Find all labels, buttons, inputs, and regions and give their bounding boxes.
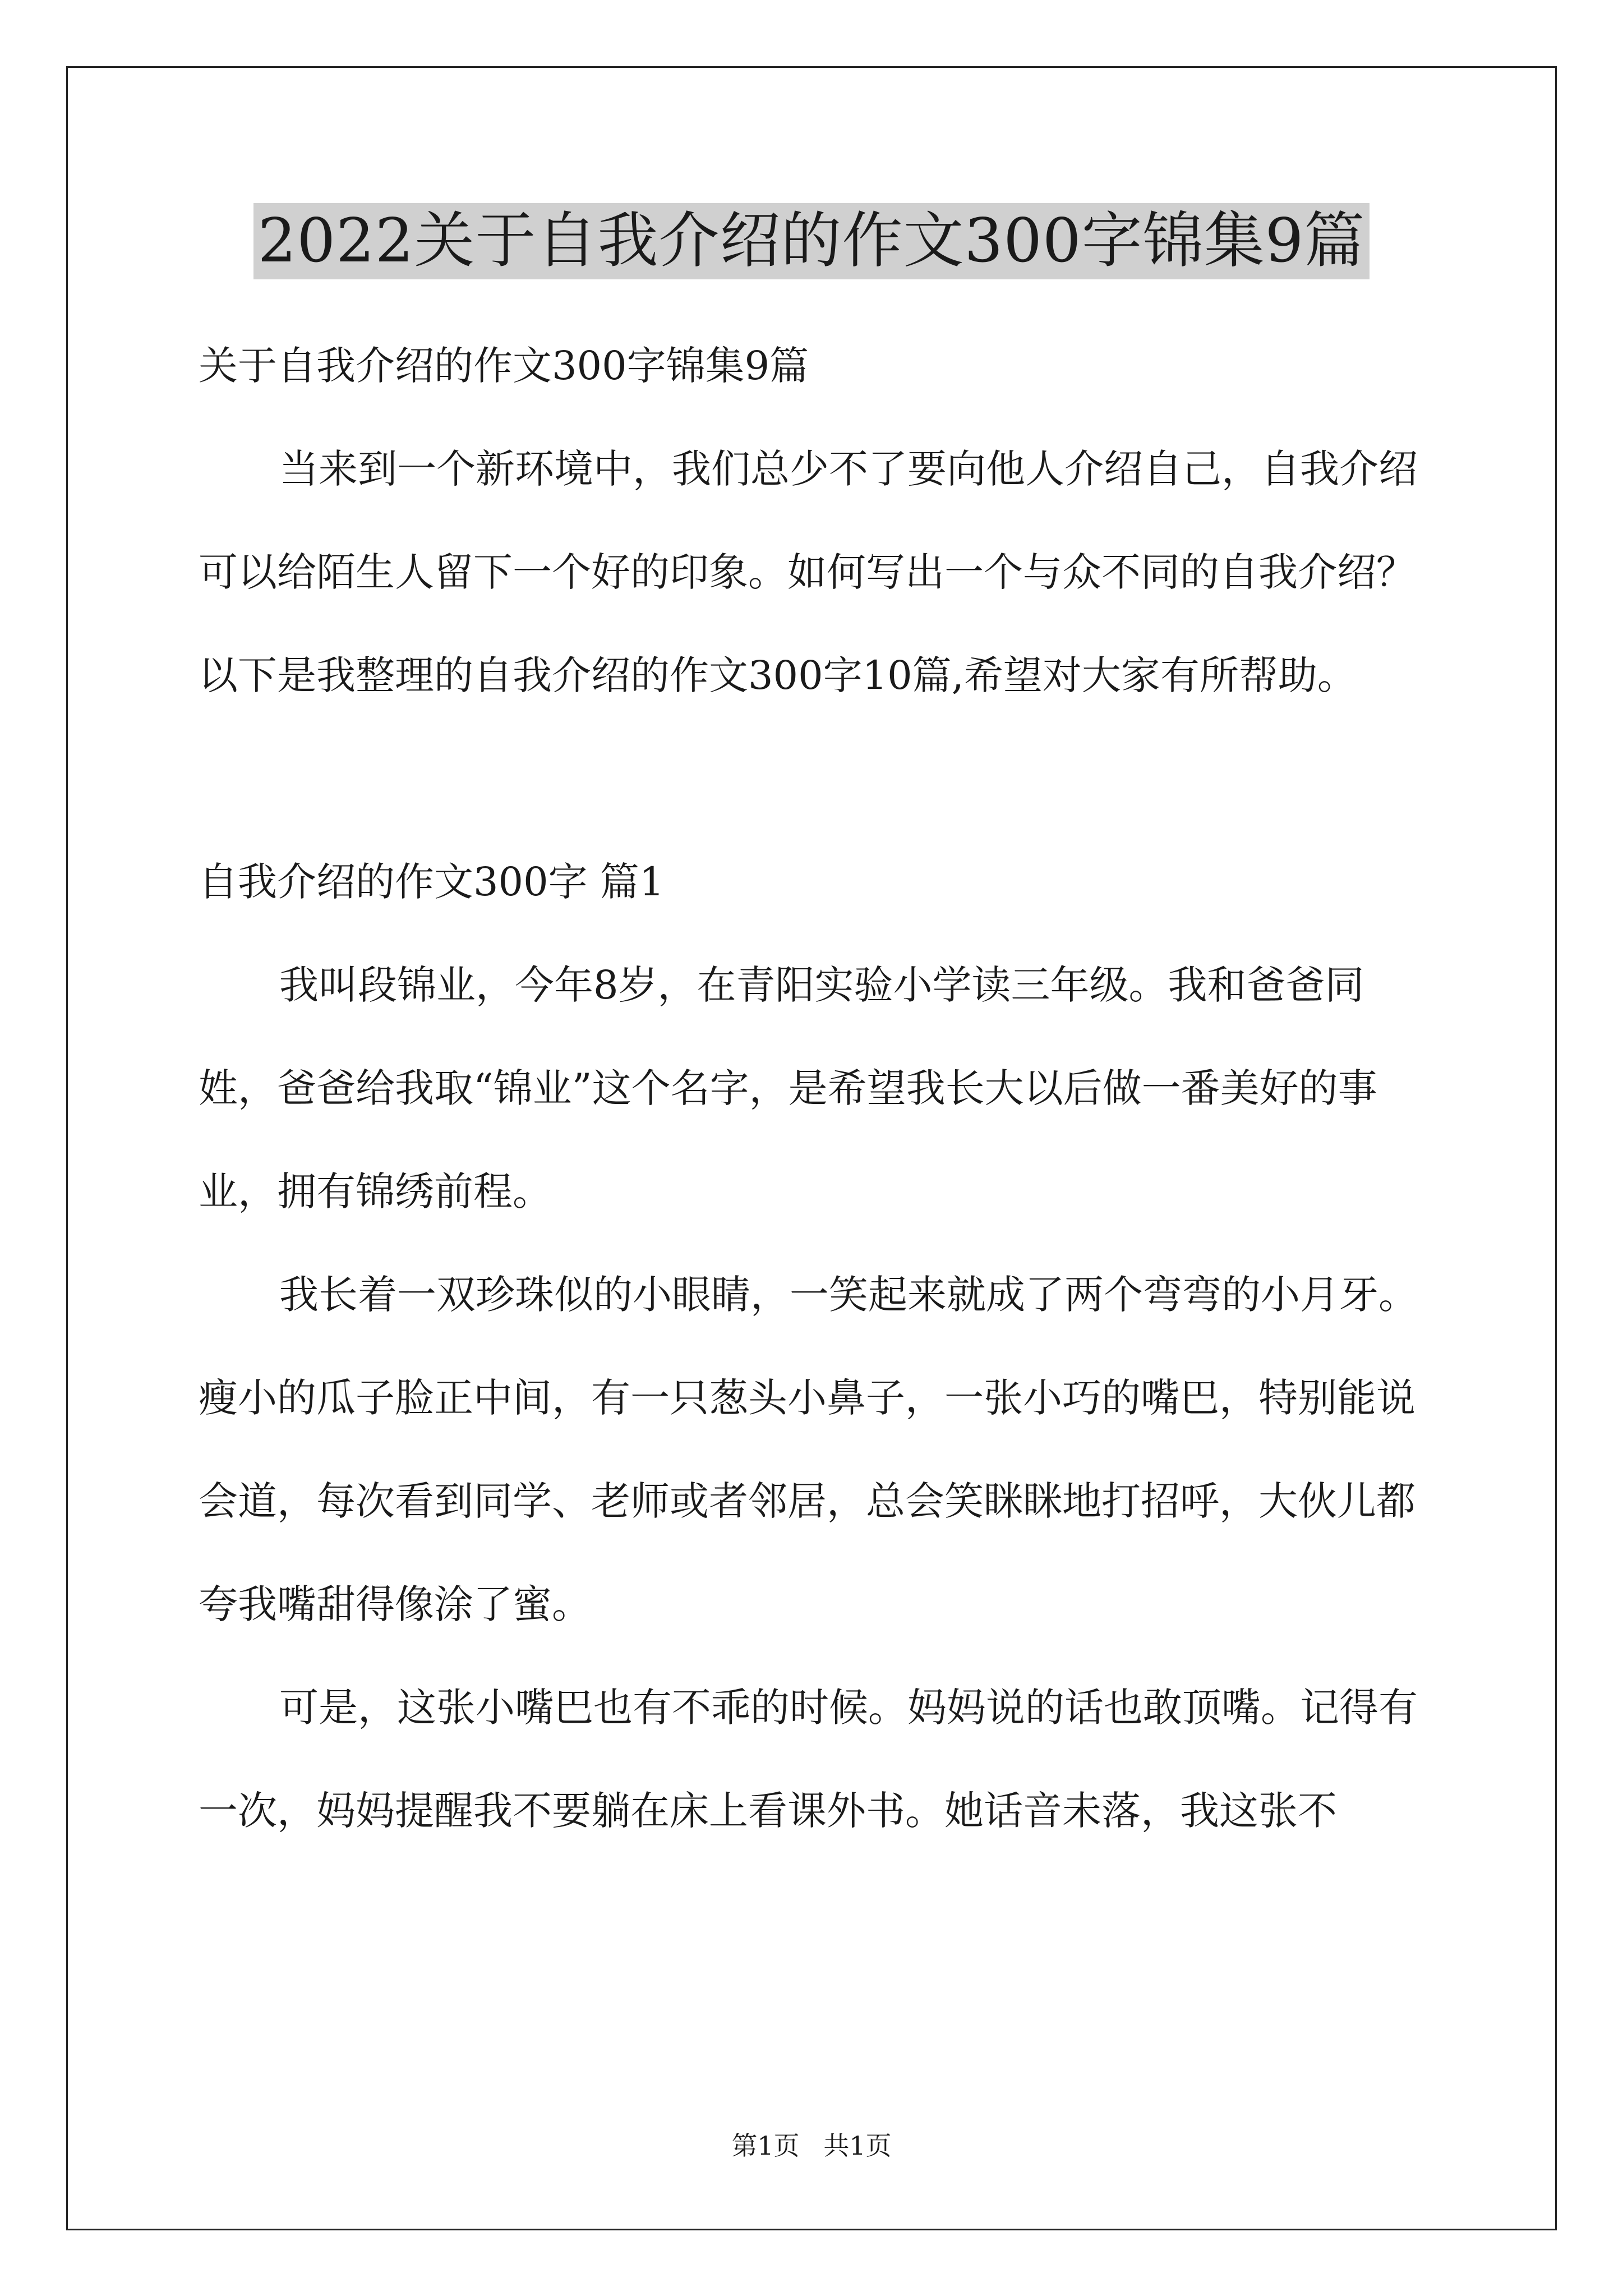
document-body — [199, 314, 1432, 1862]
body-paragraph-3: 可是，这张小嘴巴也有不乖的时候。妈妈说的话也敢顶嘴。记得有一次，妈妈提醒我不要躺在床上看课外书。她话音未落，我这张不 — [199, 1685, 1418, 1834]
title-container — [0, 203, 1623, 279]
body-paragraph-1: 我叫段锦业，今年8岁，在青阳实验小学读三年级。我和爸爸同姓，爸爸给我取“锦业”这个名字，是希望我长大以后做一番美好的事业，拥有锦绣前程。 — [199, 962, 1377, 1214]
document-subtitle: 关于自我介绍的作文300字锦集9篇 — [199, 343, 809, 389]
intro-paragraph: 当来到一个新环境中，我们总少不了要向他人介绍自己，自我介绍可以给陌生人留下一个好的印象。如何写出一个与众不同的自我介绍？以下是我整理的自我介绍的作文300字10篇,希望对大家有所帮助。 — [199, 446, 1418, 698]
page-footer — [0, 2129, 1623, 2162]
page-number: 第1页 — [731, 2131, 800, 2161]
body-paragraph-2: 我长着一双珍珠似的小眼睛，一笑起来就成了两个弯弯的小月牙。瘦小的瓜子脸正中间，有一只葱头小鼻子，一张小巧的嘴巴，特别能说会道，每次看到同学、老师或者邻居，总会笑眯眯地打招呼，大伙儿都夸我嘴甜得像涂了蜜。 — [199, 1272, 1418, 1627]
document-title: 2022关于自我介绍的作文300字锦集9篇 — [253, 203, 1370, 279]
section-spacer — [199, 727, 1432, 830]
page-total: 共1页 — [823, 2131, 892, 2161]
section-heading: 自我介绍的作文300字 篇1 — [199, 859, 665, 905]
